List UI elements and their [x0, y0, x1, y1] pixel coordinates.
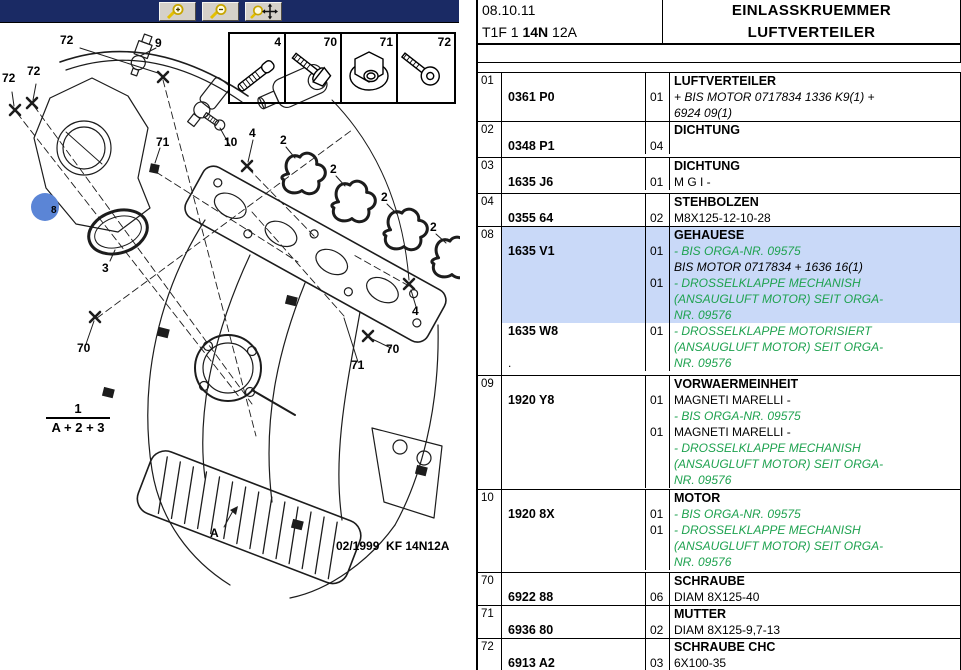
ref-line — [502, 408, 645, 424]
part-entry[interactable] — [502, 606, 960, 638]
part-index: 04 — [478, 194, 502, 226]
page-title-line2: LUFTVERTEILER — [662, 22, 960, 43]
qty-value: 01 — [650, 393, 664, 407]
row-parts — [502, 376, 960, 489]
ref-column — [502, 490, 646, 570]
part-index: 72 — [478, 639, 502, 670]
part-desc-line: - BIS ORGA-NR. 09575 — [674, 409, 801, 423]
description-column — [670, 639, 960, 670]
part-reference: 1635 J6 — [508, 175, 554, 189]
assembly-formula — [36, 401, 120, 435]
qty-column — [646, 490, 670, 570]
ref-column — [502, 194, 646, 226]
part-entry[interactable] — [502, 573, 960, 605]
part-reference: 0355 64 — [508, 211, 554, 225]
part-entry[interactable] — [502, 323, 960, 375]
part-desc-line: NR. 09576 — [674, 555, 732, 569]
qty-value — [646, 105, 669, 121]
ref-line — [502, 122, 645, 138]
part-desc-line: DICHTUNG — [674, 123, 740, 137]
ref-line — [502, 424, 645, 440]
part-reference: 0361 P0 — [508, 90, 555, 104]
catalog-date: 08.10.11 — [482, 2, 536, 18]
part-reference: 6922 88 — [508, 590, 554, 604]
part-index: 10 — [478, 490, 502, 572]
callout-2[interactable]: 2 — [330, 162, 337, 176]
qty-value: 01 — [650, 276, 664, 290]
part-desc-line: - BIS ORGA-NR. 09575 — [674, 507, 801, 521]
callout-4[interactable]: 4 — [412, 304, 419, 318]
part-reference: 1920 8X — [508, 507, 555, 521]
zoom-pan-icon — [249, 3, 279, 20]
part-reference: 1635 W8 — [508, 324, 559, 338]
ref-column — [502, 606, 646, 638]
part-desc-line: SCHRAUBE CHC — [674, 640, 776, 654]
part-index: 08 — [478, 227, 502, 375]
ref-line — [502, 573, 645, 589]
part-entry[interactable] — [502, 194, 960, 226]
washer-screw-icon — [398, 38, 454, 104]
flange-nut-icon — [342, 38, 398, 104]
qty-value: 02 — [650, 623, 664, 637]
part-desc-line: NR. 09576 — [674, 356, 732, 370]
qty-column — [646, 573, 670, 605]
ref-line — [502, 440, 645, 456]
qty-value: 01 — [650, 324, 664, 338]
hardware-flange-nut[interactable] — [342, 34, 398, 102]
row-parts — [502, 573, 960, 605]
qty-value: 01 — [650, 244, 664, 258]
qty-value — [646, 355, 669, 371]
qty-column — [646, 323, 670, 371]
formula-bar — [46, 417, 110, 419]
ref-column — [502, 158, 646, 190]
description-column — [670, 158, 960, 190]
part-desc-line: BIS MOTOR 0717834 + 1636 16(1) — [674, 260, 863, 274]
qty-column — [646, 376, 670, 488]
part-desc-line: - DROSSELKLAPPE MECHANISH — [674, 276, 861, 290]
part-reference: 6936 80 — [508, 623, 554, 637]
part-desc-line: (ANSAUGLUFT MOTOR) SEIT ORGA- — [674, 539, 884, 553]
description-column — [670, 490, 960, 570]
description-column — [670, 606, 960, 638]
part-index: 01 — [478, 73, 502, 121]
part-desc-line: (ANSAUGLUFT MOTOR) SEIT ORGA- — [674, 340, 884, 354]
row-parts — [502, 158, 960, 193]
callout-3[interactable]: 3 — [102, 261, 109, 275]
ref-column — [502, 122, 646, 154]
hardware-washer-screw[interactable] — [398, 34, 454, 102]
part-desc-line: - DROSSELKLAPPE MECHANISH — [674, 523, 861, 537]
row-parts — [502, 490, 960, 572]
description-column — [670, 376, 960, 488]
qty-value: 04 — [650, 139, 664, 153]
qty-value — [646, 227, 669, 243]
qty-value — [646, 73, 669, 89]
ref-line — [502, 472, 645, 488]
qty-column — [646, 606, 670, 638]
ref-line — [502, 554, 645, 570]
part-index: 70 — [478, 573, 502, 605]
part-desc-line: NR. 09576 — [674, 473, 732, 487]
ref-column — [502, 573, 646, 605]
ref-line — [502, 275, 645, 291]
part-reference: 1635 V1 — [508, 244, 555, 258]
qty-column — [646, 122, 670, 154]
part-desc-line: (ANSAUGLUFT MOTOR) SEIT ORGA- — [674, 292, 884, 306]
ref-line — [502, 606, 645, 622]
callout-72[interactable]: 72 — [2, 71, 16, 85]
ref-line — [502, 194, 645, 210]
hardware-hex-screw[interactable] — [286, 34, 342, 102]
callout-2[interactable]: 2 — [430, 220, 437, 234]
part-index: 09 — [478, 376, 502, 489]
description-column — [670, 573, 960, 605]
ref-line — [502, 339, 645, 355]
row-parts — [502, 639, 960, 670]
qty-value: 01 — [650, 507, 664, 521]
callout-71[interactable]: 71 — [156, 135, 170, 149]
part-desc-line: MOTOR — [674, 491, 721, 505]
row-parts — [502, 606, 960, 638]
table-row-70[interactable] — [478, 573, 960, 606]
part-desc-line: MUTTER — [674, 607, 727, 621]
ref-line — [502, 307, 645, 323]
part-entry[interactable] — [502, 490, 960, 572]
zoom-in-button[interactable] — [159, 2, 196, 21]
qty-value — [646, 158, 669, 174]
formula-denominator: A + 2 + 3 — [51, 420, 105, 435]
ref-line — [502, 538, 645, 554]
ref-line — [502, 105, 645, 121]
ref-column — [502, 376, 646, 488]
qty-value — [646, 376, 669, 392]
callout-9[interactable]: 9 — [155, 36, 162, 50]
part-desc-line: MAGNETI MARELLI - — [674, 425, 791, 439]
callout-70[interactable]: 70 — [386, 342, 400, 356]
qty-value — [646, 573, 669, 589]
qty-value — [646, 259, 669, 275]
hardware-stud-bolt[interactable] — [230, 34, 286, 102]
part-desc-line — [670, 138, 960, 154]
table-row-71[interactable] — [478, 606, 960, 639]
part-reference: 0348 P1 — [508, 139, 555, 153]
callout-8[interactable]: 8 — [51, 205, 57, 216]
qty-value: 01 — [650, 425, 664, 439]
header-spacer-row — [478, 45, 961, 63]
callout-4[interactable]: 4 — [249, 126, 256, 140]
catalog-code-post: 12A — [548, 24, 577, 40]
hardware-label: 4 — [274, 35, 281, 49]
qty-value — [646, 408, 669, 424]
part-desc-line: LUFTVERTEILER — [674, 74, 777, 88]
ref-line — [502, 227, 645, 243]
qty-column — [646, 639, 670, 670]
part-desc-line: NR. 09576 — [674, 308, 732, 322]
part-index: 02 — [478, 122, 502, 157]
part-desc-line: DIAM 8X125-9,7-13 — [674, 623, 781, 637]
qty-value — [646, 490, 669, 506]
stud-bolt-icon — [230, 38, 286, 104]
part-desc-line: 6924 09(1) — [674, 106, 733, 120]
description-column — [670, 73, 960, 121]
qty-column — [646, 73, 670, 121]
ref-line — [502, 639, 645, 655]
callout-2[interactable]: 2 — [280, 133, 287, 147]
qty-value — [646, 538, 669, 554]
ref-line — [502, 522, 645, 538]
table-row-72[interactable] — [478, 639, 960, 670]
formula-numerator: 1 — [74, 401, 82, 416]
qty-value — [646, 194, 669, 210]
qty-value — [646, 554, 669, 570]
table-row-08[interactable] — [478, 227, 960, 376]
zoom-out-icon — [206, 3, 236, 20]
part-entry[interactable] — [502, 158, 960, 193]
ref-dot: . — [508, 356, 512, 370]
table-row-04[interactable] — [478, 194, 960, 227]
zoom-toolbar — [0, 0, 459, 23]
page-header — [478, 0, 961, 45]
callout-72[interactable]: 72 — [27, 64, 41, 78]
part-desc-line: (ANSAUGLUFT MOTOR) SEIT ORGA- — [674, 457, 884, 471]
catalog-code — [478, 22, 662, 43]
qty-value — [646, 339, 669, 355]
qty-column — [646, 227, 670, 323]
ref-column — [502, 73, 646, 121]
part-desc-line: VORWAERMEINHEIT — [674, 377, 799, 391]
qty-value — [646, 472, 669, 488]
part-desc-line: + BIS MOTOR 0717834 1336 K9(1) + — [674, 90, 875, 104]
part-desc-line: - BIS ORGA-NR. 09575 — [674, 244, 801, 258]
part-desc-line: MAGNETI MARELLI - — [674, 393, 791, 407]
table-row-02[interactable] — [478, 122, 960, 158]
ref-line — [502, 376, 645, 392]
qty-column — [646, 194, 670, 226]
qty-value — [646, 639, 669, 655]
part-entry[interactable] — [502, 122, 960, 157]
ref-line — [502, 158, 645, 174]
qty-value — [646, 307, 669, 323]
row-parts — [502, 122, 960, 157]
hardware-label: 71 — [379, 35, 393, 49]
catalog-code-pre: T1F 1 — [482, 24, 523, 40]
diagram-pane — [0, 0, 477, 670]
part-index: 71 — [478, 606, 502, 638]
callout-70[interactable]: 70 — [77, 341, 91, 355]
row-parts — [502, 227, 960, 375]
qty-column — [646, 158, 670, 190]
drawing-reference-code: 02/1999 KF 14N12A — [336, 539, 450, 553]
callout-10[interactable]: 10 — [224, 135, 238, 149]
ref-column — [502, 639, 646, 670]
part-desc-line: STEHBOLZEN — [674, 195, 759, 209]
ref-line — [502, 291, 645, 307]
ref-line — [502, 490, 645, 506]
qty-value — [646, 440, 669, 456]
description-column — [670, 227, 960, 323]
part-reference: 1920 Y8 — [508, 393, 555, 407]
table-row-10[interactable] — [478, 490, 960, 573]
part-desc-line: SCHRAUBE — [674, 574, 745, 588]
table-row-03[interactable] — [478, 158, 960, 194]
callout-72[interactable]: 72 — [60, 33, 74, 47]
qty-value — [646, 291, 669, 307]
part-desc-line: M G I - — [674, 175, 711, 189]
qty-value — [646, 122, 669, 138]
zoom-pan-button[interactable] — [245, 2, 282, 21]
part-reference: 6913 A2 — [508, 656, 555, 670]
part-desc-line: - DROSSELKLAPPE MECHANISH — [674, 441, 861, 455]
hardware-legend-box — [228, 32, 456, 104]
callout-2[interactable]: 2 — [381, 190, 388, 204]
description-column — [670, 194, 960, 226]
description-column — [670, 323, 960, 371]
qty-value: 01 — [650, 175, 664, 189]
ref-column — [502, 227, 646, 323]
part-desc-line: 6X100-35 — [674, 656, 727, 670]
ref-column — [502, 323, 646, 371]
part-index: 03 — [478, 158, 502, 193]
part-entry[interactable] — [502, 227, 960, 323]
callout-A[interactable]: A — [210, 526, 219, 540]
parts-list-pane — [478, 0, 961, 670]
description-column — [670, 122, 960, 154]
zoom-in-icon — [163, 3, 193, 20]
part-desc-line: - DROSSELKLAPPE MOTORISIERT — [674, 324, 872, 338]
table-row-09[interactable] — [478, 376, 960, 490]
row-parts — [502, 194, 960, 226]
qty-value: 01 — [650, 523, 664, 537]
qty-value: 03 — [650, 656, 664, 670]
part-entry[interactable] — [502, 73, 960, 121]
zoom-out-button[interactable] — [202, 2, 239, 21]
part-desc-line: M8X125-12-10-28 — [674, 211, 771, 225]
part-entry[interactable] — [502, 639, 960, 670]
part-desc-line: DIAM 8X125-40 — [674, 590, 760, 604]
qty-value: 01 — [650, 90, 664, 104]
qty-value: 06 — [650, 590, 664, 604]
ref-line — [502, 456, 645, 472]
hex-screw-icon — [286, 38, 342, 104]
hardware-label: 72 — [437, 35, 451, 49]
page-title-line1: EINLASSKRUEMMER — [662, 0, 960, 22]
part-desc-line: DICHTUNG — [674, 159, 740, 173]
qty-value — [646, 456, 669, 472]
part-desc-line: GEHAUESE — [674, 228, 745, 242]
hardware-label: 70 — [323, 35, 337, 49]
row-parts — [502, 73, 960, 121]
parts-table — [478, 72, 961, 670]
ref-line — [502, 259, 645, 275]
ref-line — [502, 73, 645, 89]
qty-value: 02 — [650, 211, 664, 225]
callout-71[interactable]: 71 — [351, 358, 365, 372]
qty-value — [646, 606, 669, 622]
table-row-01[interactable] — [478, 73, 960, 122]
catalog-code-bold: 14N — [522, 24, 549, 40]
part-entry[interactable] — [502, 376, 960, 489]
